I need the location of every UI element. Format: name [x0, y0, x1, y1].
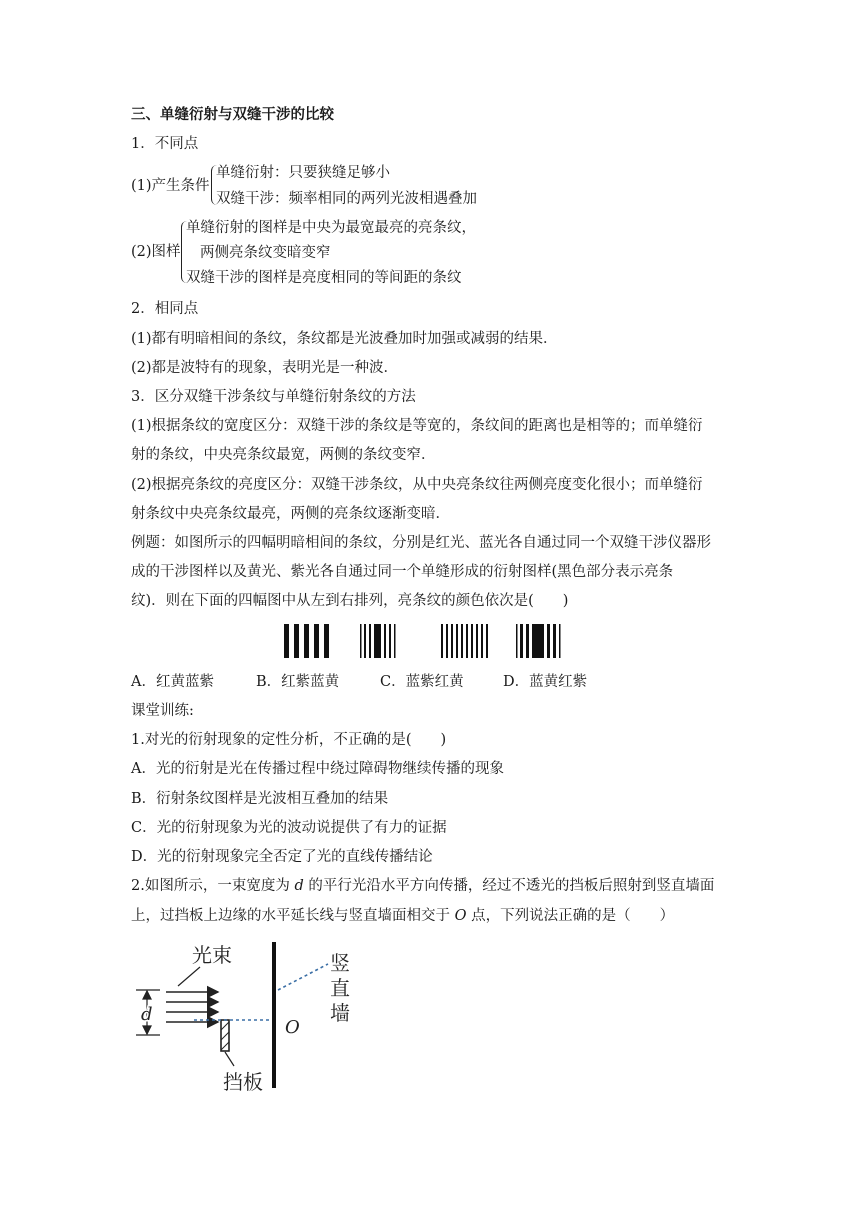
example-line-3: 纹)．则在下面的四幅图中从左到右排列，亮条纹的颜色依次是( ) — [131, 593, 569, 609]
wall-label-leader — [278, 964, 328, 990]
width-d-label: d — [141, 1004, 153, 1025]
q1-option-a[interactable]: A．光的衍射是光在传播过程中绕过障碍物继续传播的现象 — [131, 761, 504, 777]
condition-label: (1)产生条件 — [131, 178, 210, 194]
pattern-line-2: 两侧亮条纹变暗变窄 — [200, 245, 331, 261]
example-option-d[interactable]: D．蓝黄红紫 — [503, 674, 588, 690]
q1-option-b[interactable]: B．衍射条纹图样是光波相互叠加的结果 — [131, 791, 389, 807]
wall-label-char-2: 直 — [330, 976, 350, 1000]
board-label: 挡板 — [223, 1070, 263, 1094]
fringe-pattern-2 — [360, 624, 396, 658]
similarity-1: (1)都有明暗相间的条纹，条纹都是光波叠加时加强或减弱的结果． — [131, 331, 558, 347]
wall-label-char-1: 竖 — [330, 951, 350, 975]
example-option-b[interactable]: B．红紫蓝黄 — [256, 674, 340, 690]
fringe-pattern-4 — [516, 624, 561, 658]
method-2-line-1: (2)根据亮条纹的亮度区分：双缝干涉条纹，从中央亮条纹往两侧亮度变化很小；而单缝衍 — [131, 477, 703, 493]
beam-diagram — [130, 940, 370, 1095]
q1-option-d[interactable]: D．光的衍射现象完全否定了光的直线传播结论 — [131, 849, 433, 865]
method-1-line-2: 射的条纹，中央亮条纹最宽，两侧的条纹变窄． — [131, 447, 436, 463]
fringe-pattern-3 — [441, 624, 488, 658]
board-label-leader — [225, 1052, 234, 1066]
similarity-2: (2)都是波特有的现象，表明光是一种波． — [131, 360, 399, 376]
example-option-c[interactable]: C．蓝紫红黄 — [380, 674, 464, 690]
section-title: 三、单缝衍射与双缝干涉的比较 — [131, 106, 334, 123]
pattern-label: (2)图样 — [131, 244, 181, 260]
light-rays — [166, 992, 218, 1022]
beam-label-leader — [178, 967, 200, 986]
fringe-patterns-figure — [280, 622, 580, 662]
blocking-board — [221, 1020, 229, 1051]
pattern-line-3: 双缝干涉的图样是亮度相同的等间距的条纹 — [186, 270, 462, 286]
condition-double: 双缝干涉：频率相同的两列光波相遇叠加 — [216, 191, 477, 207]
beam-label: 光束 — [192, 943, 232, 967]
method-1-line-1: (1)根据条纹的宽度区分：双缝干涉的条纹是等宽的，条纹间的距离也是相等的；而单缝衍 — [131, 418, 703, 434]
q1-stem: 1.对光的衍射现象的定性分析，不正确的是( ) — [131, 732, 447, 748]
method-heading: 3．区分双缝干涉条纹与单缝衍射条纹的方法 — [131, 389, 416, 405]
q1-option-c[interactable]: C．光的衍射现象为光的波动说提供了有力的证据 — [131, 820, 447, 836]
point-o-label: O — [285, 1017, 300, 1038]
example-option-a[interactable]: A．红黄蓝紫 — [131, 674, 214, 690]
differences-heading: 1．不同点 — [131, 136, 199, 152]
method-2-line-2: 射条纹中央亮条纹最亮，两侧的亮条纹逐渐变暗． — [131, 506, 450, 522]
similarities-heading: 2．相同点 — [131, 301, 199, 317]
q2-line-1: 2.如图所示，一束宽度为 d 的平行光沿水平方向传播，经过不透光的挡板后照射到竖直墙面 — [131, 878, 715, 894]
q2-line-2: 上，过挡板上边缘的水平延长线与竖直墙面相交于 O 点，下列说法正确的是（ ） — [131, 908, 675, 924]
fringe-pattern-1 — [284, 624, 329, 658]
condition-single: 单缝衍射：只要狭缝足够小 — [216, 165, 390, 181]
training-heading: 课堂训练: — [131, 703, 194, 719]
example-line-2: 成的干涉图样以及黄光、紫光各自通过同一个单缝形成的衍射图样(黑色部分表示亮条 — [131, 564, 674, 580]
pattern-line-1: 单缝衍射的图样是中央为最宽最亮的亮条纹， — [186, 220, 476, 236]
example-line-1: 例题：如图所示的四幅明暗相间的条纹，分别是红光、蓝光各自通过同一个双缝干涉仪器形 — [131, 535, 711, 551]
wall-label-char-3: 墙 — [330, 1001, 350, 1025]
